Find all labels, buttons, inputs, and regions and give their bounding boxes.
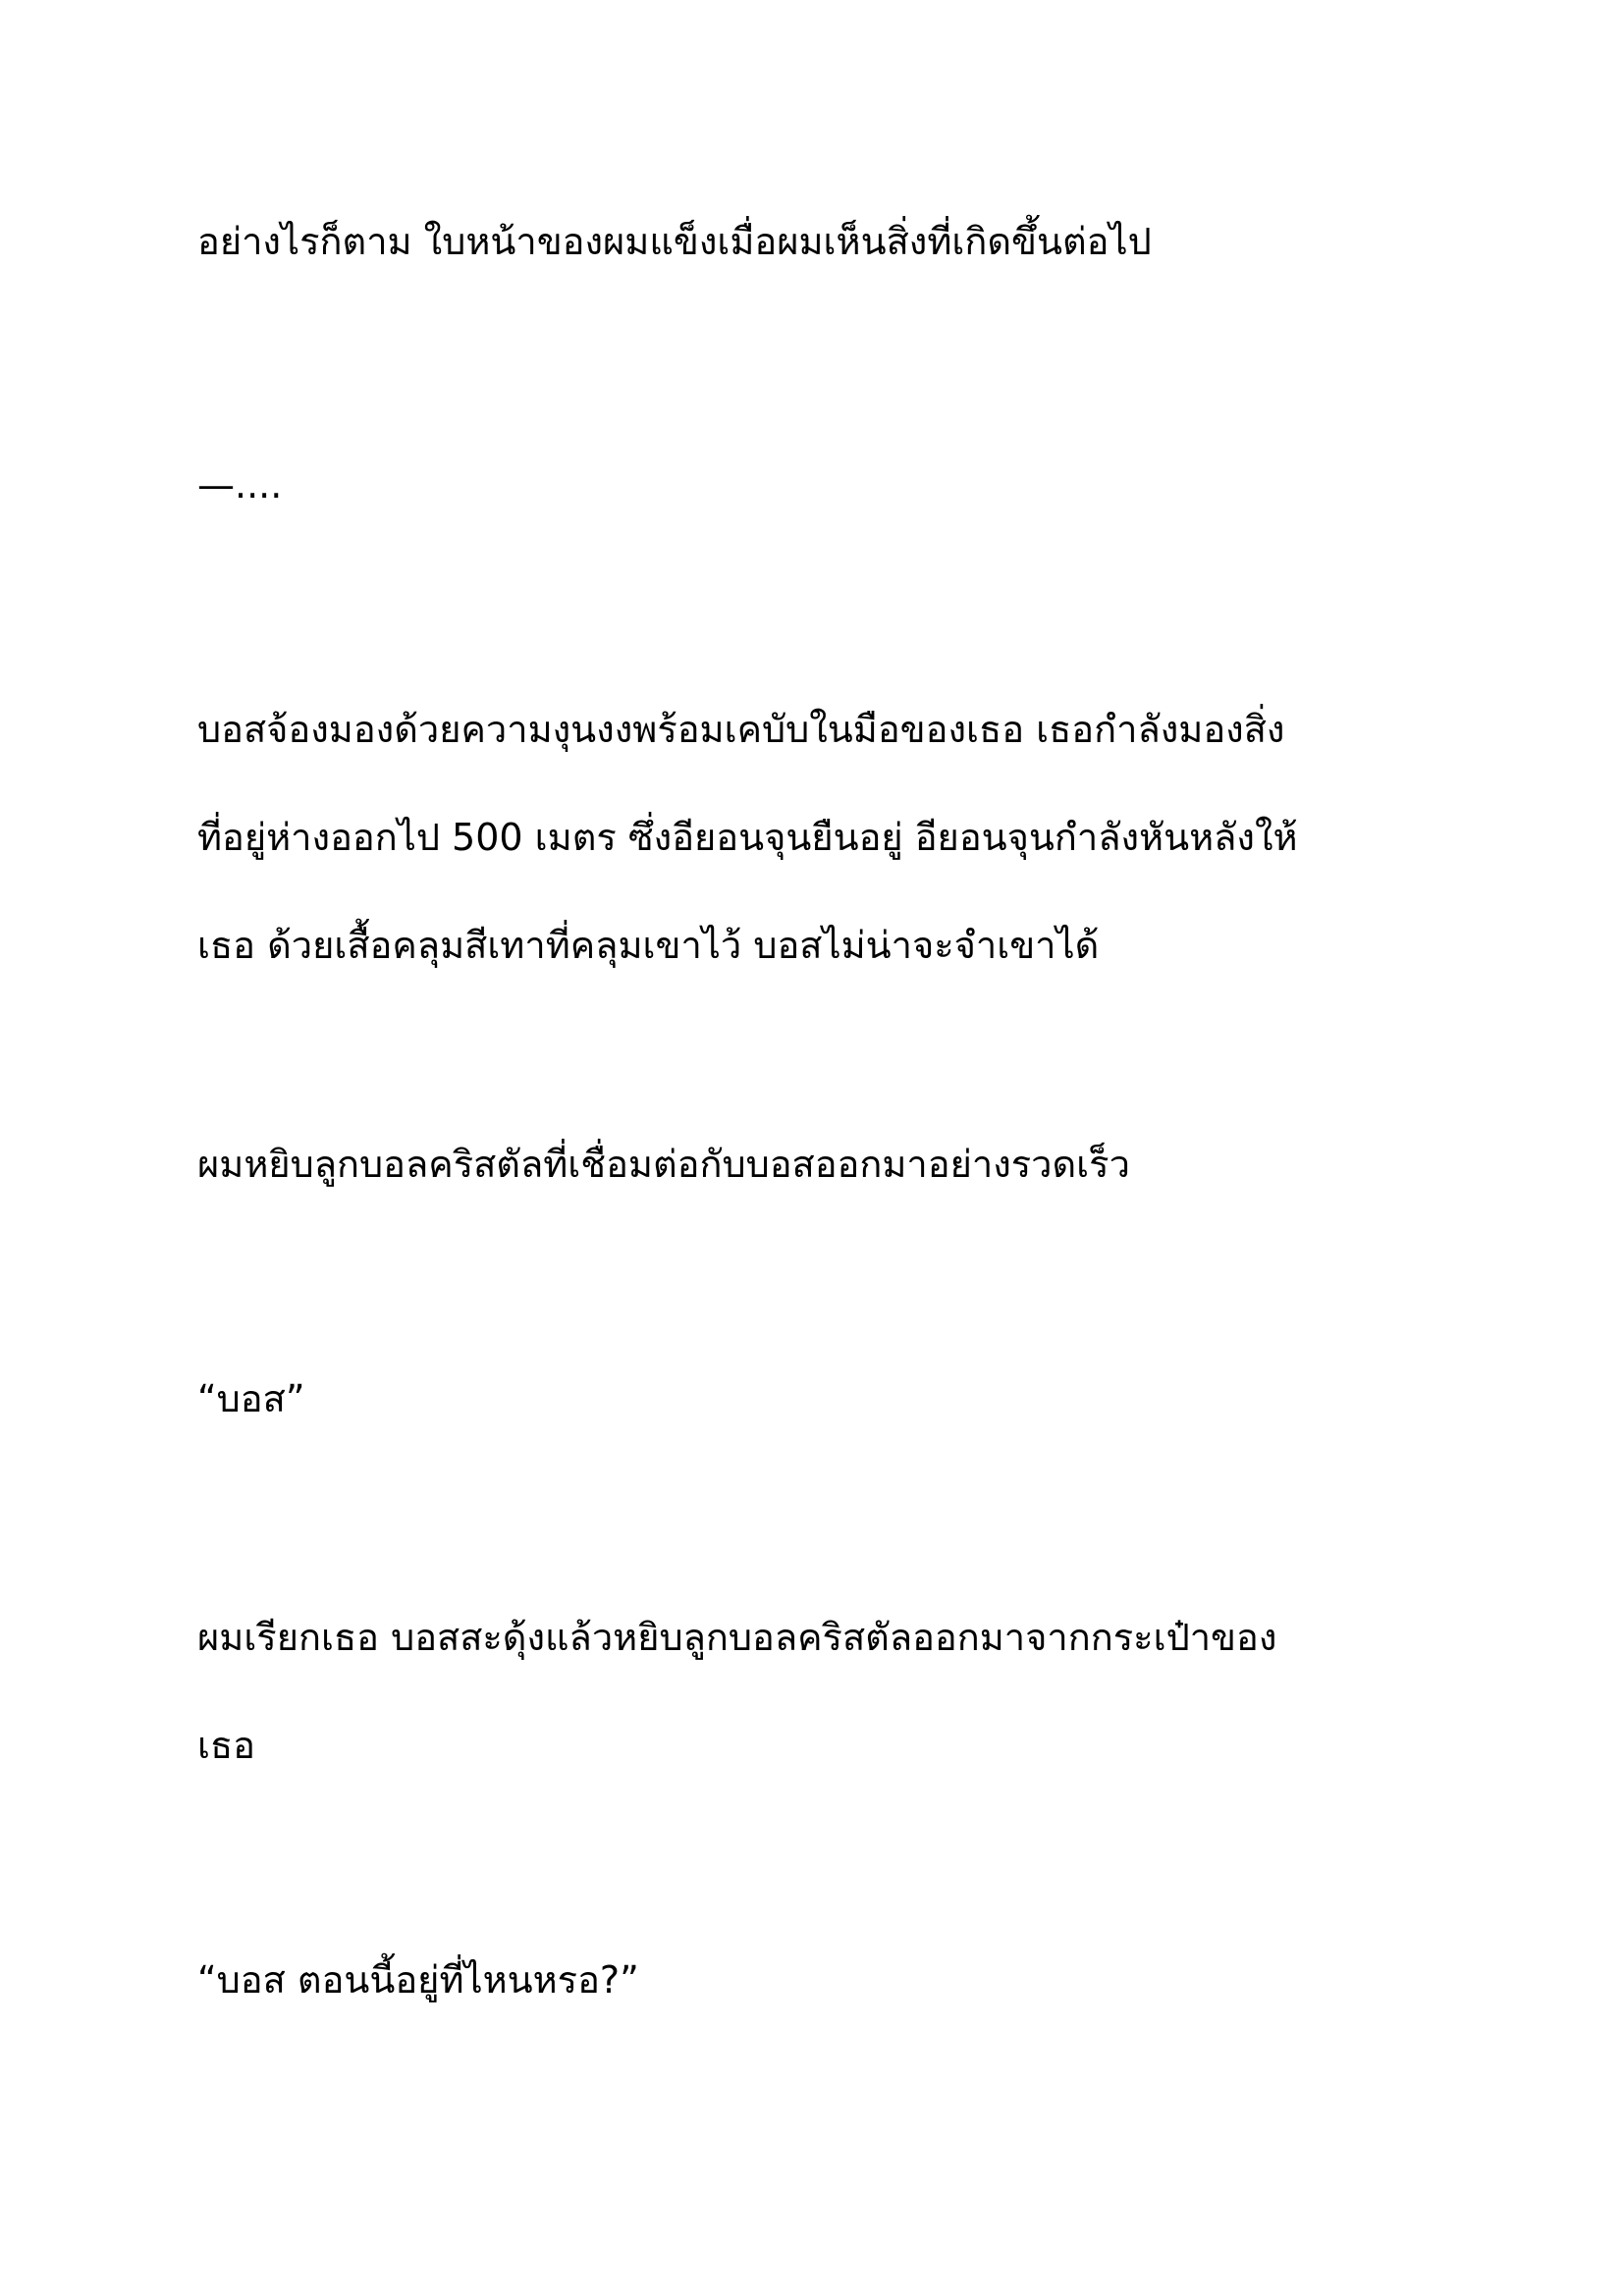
text-line: “บอส”	[197, 1377, 305, 1420]
text-line: เธอ	[197, 1724, 256, 1767]
paragraph-3	[197, 675, 1474, 999]
text-line: ที่อยู่ห่างออกไป 500 เมตร ซึ่งอียอนจุนยืนอยู่ อียอนจุนกำลังหันหลังให้	[197, 816, 1298, 859]
text-line: บอสจ้องมองด้วยความงุนงงพร้อมเคบับในมือของเธอ เธอกำลังมองสิ่ง	[197, 708, 1285, 751]
paragraph-4	[197, 1110, 1474, 1218]
text-line: —....	[197, 463, 283, 507]
paragraph-2	[197, 431, 1474, 539]
text-line: อย่างไรก็ตาม ใบหน้าของผมแข็งเมื่อผมเห็นสิ่งที่เกิดขึ้นต่อไป	[197, 220, 1152, 263]
paragraph-7	[197, 1926, 1474, 2034]
paragraph-5	[197, 1345, 1474, 1453]
text-line: ผมเรียกเธอ บอสสะดุ้งแล้วหยิบลูกบอลคริสตัลออกมาจากกระเป๋าของ	[197, 1616, 1277, 1659]
text-line: เธอ ด้วยเสื้อคลุมสีเทาที่คลุมเขาไว้ บอสไม่น่าจะจำเขาได้	[197, 924, 1100, 967]
text-line: ผมหยิบลูกบอลคริสตัลที่เชื่อมต่อกับบอสออกมาอย่างรวดเร็ว	[197, 1143, 1130, 1186]
paragraph-6	[197, 1583, 1474, 1799]
text-line: “บอส ตอนนี้อยู่ที่ไหนหรอ?”	[197, 1958, 639, 2002]
paragraph-1	[197, 187, 1474, 295]
